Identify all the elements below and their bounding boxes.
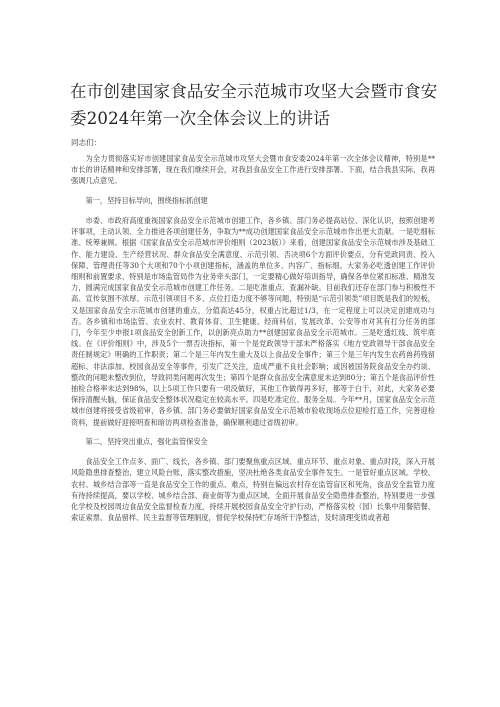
document-body	[71, 153, 435, 532]
section-1-heading: 第一，坚持目标导向，围绕指标抓创建	[85, 196, 208, 206]
intro-paragraph: 为全力贯彻落实好市创建国家食品安全示范城市攻坚大会暨市食安委2024年第一次全体会议精神，特别是**市长的讲话精神和安排部署，现在我们继续开会，对我县食品安全工作进行安排部署。下面，结合我县实际，我再强调几点意见。	[71, 154, 435, 186]
greeting: 同志们：	[71, 138, 102, 147]
section-2-paragraph: 食品安全工作点多、面广、线长，各乡镇、部门要聚焦重点区域、重点环节、重点对象、重点时段，深入开展风险隐患排查整治，建立风险台账，落实整改措施，坚决杜绝各类食品安全事件发生。一是管好重点区域。学校、农村、城乡结合部等一直是食品安全工作的重点、难点，特别在偏远农村存在监管盲区和死角，食品安全监管力度有待持续提高，要以学校、城乡结合部、商业街等为重点区域，全面开展食品安全隐患排查整治，特别要进一步强化学校及校园周边食品安全监督检查力度，持续开展校园食品安全守护行动，严格落实校（园）长集中用餐陪餐、索证索票、食品留样、民主监督等管理制度，督促学校保持贮存场所干净整洁，及时清理变质或者超	[71, 457, 435, 523]
section-2-heading: 第二，坚持突出重点，强化监管保安全	[85, 437, 208, 447]
section-1-paragraph: 市委、市政府高度重视国家食品安全示范城市创建工作，各乡镇、部门务必提高站位、深化认识，按照创建考评事项，主动认领、全力推进各项创建任务，争取为**成功创建国家食品安全示范城市作出更大贡献。一是吃细标准、统筹兼顾。根据《国家食品安全示范城市评价细则（2023版）》来看，创建国家食品安全示范城市涉及基础工作、能力建设、生产经营状况、群众食品安全满意度、示范引领、否决项6个方面评价要点，分有党政同责、投入保障、管理责任等30个大项和70个小项创建指标，涵盖的单位多、内容广、指标细。大家务必吃透创建工作评价细则和前置要求，特别是市场监管局作为业务牵头部门，一定要精心做好培训指导，确保各单位紧扣标准、精准发力，圆满完成国家食品安全示范城市创建工作任务。二是吃准重点、查漏补缺。目前我们还存在部门参与积极性不高、宣传氛围不浓厚、示范引领项目不多、点位打造力度不够等问题，特别是“示范引领类”项目既是我们的短板，又是国家食品安全示范城市创建的重点，分值高达45分，权重占比超过1/3，在一定程度上可以决定创建成功与否。各乡镇和市场监管、农业农村、教育体育、卫生健康、经商科信、发展改革、公安等市对其有打分任务的部门，今年至少申报1项食品安全创新工作，以创新亮点助力**创建国家食品安全示范城市。三是吃透红线、筑牢底线。在《评价细则》中，涉及5个一票否决指标，第一个是党政领导干部未严格落实《地方党政领导干部食品安全责任制规定》明确的工作职责；第二个是三年内发生重大及以上食品安全事件；第三个是三年内发生农药兽药残留超标、非法添加、校园食品安全等事件，引发广泛关注，造成严重不良社会影响；或因被国务院食品安全办约谈、整改的问题未整改到位，导致同类问题再次发生；第四个是群众食品安全满意度未达到80分；第五个是食品评价性抽检合格率未达到98%，以上5项工作只要有一项没做好，其他工作做得再多好，都等于白干，对此，大家务必要保持清醒头脑，保证食品安全整体状况稳定在较高水平。四是吃准定位、服务全局。今年**月，国家食品安全示范城市创建将接受省级初审，各乡镇、部门务必要做好国家食品安全示范城市验收现场点位迎检打造工作，完善迎检资料，提前做好迎接明查和暗访两项检查准备，确保顺利通过省级初审。	[71, 216, 435, 427]
document-title: 在市创建国家食品安全示范城市攻坚大会暨市食安委2024年第一次全体会议上的讲话	[70, 82, 438, 128]
